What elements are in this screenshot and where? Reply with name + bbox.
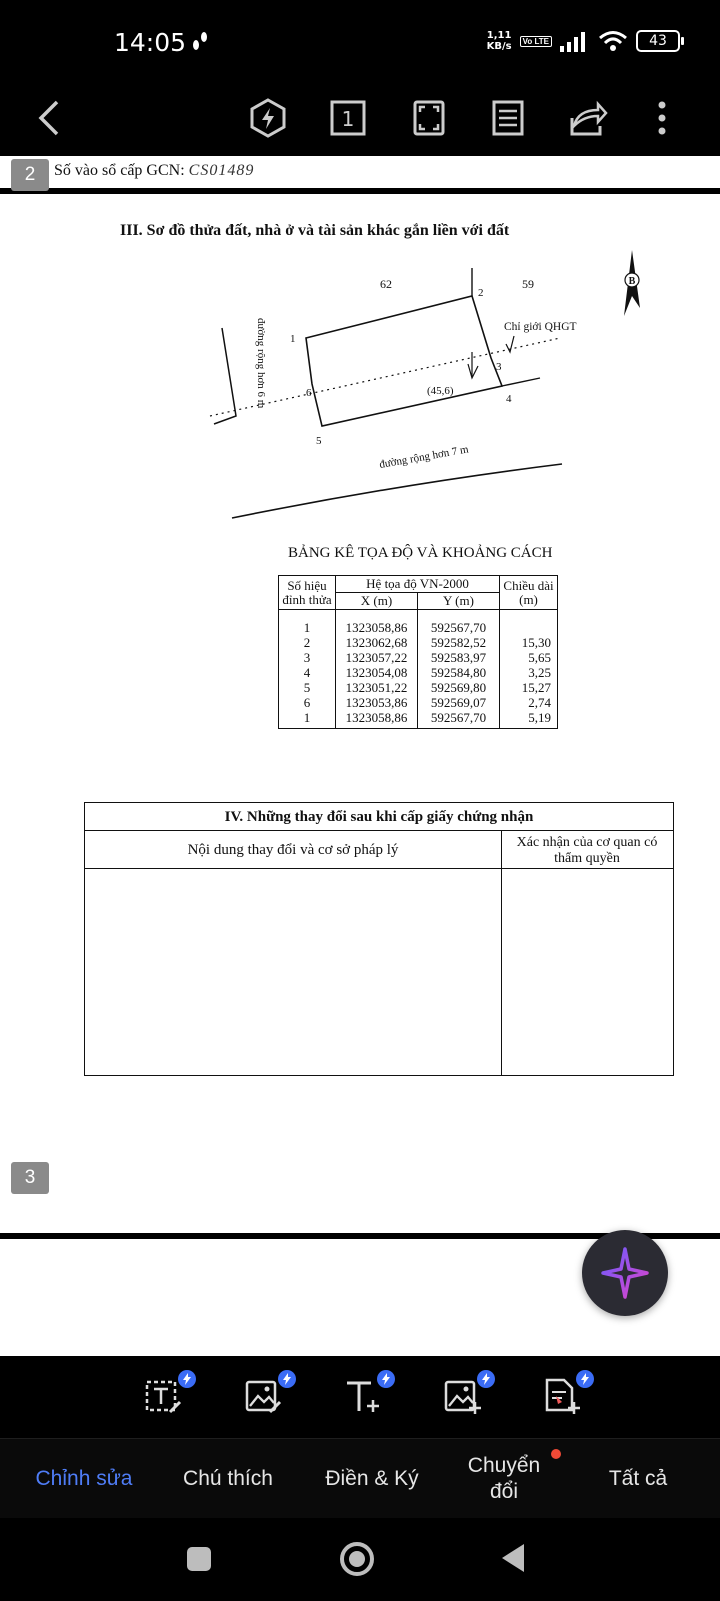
- area-label: (45,6): [427, 385, 454, 397]
- document-viewer[interactable]: [0, 156, 720, 1356]
- vertex-1: 1: [290, 333, 296, 345]
- coord-length: 5,65: [500, 650, 558, 665]
- page-3-badge: 3: [11, 1162, 49, 1194]
- page-2-badge: 2: [11, 159, 49, 191]
- recents-icon[interactable]: [186, 1546, 212, 1572]
- col-content-header: Nội dung thay đổi và cơ sở pháp lý: [187, 842, 399, 858]
- edit-tools-bar: [0, 1356, 720, 1438]
- table-row: [279, 610, 558, 636]
- boundary-label: Chỉ giới QHGT: [504, 321, 577, 333]
- coord-length: 15,30: [500, 635, 558, 650]
- coord-y: 592567,70: [418, 610, 500, 636]
- page-2-end: [0, 156, 720, 194]
- back-nav-icon[interactable]: [500, 1542, 526, 1574]
- ai-assistant-button[interactable]: [582, 1230, 668, 1316]
- changes-title: IV. Những thay đổi sau khi cấp giấy chứng nhận: [85, 803, 673, 831]
- coord-length: 3,25: [500, 665, 558, 680]
- coordinate-table: [278, 575, 558, 729]
- coord-y: 592567,70: [418, 710, 500, 729]
- vertex-5: 5: [316, 435, 322, 447]
- north-arrow-icon: [624, 250, 640, 316]
- coord-point: 6: [279, 695, 336, 710]
- table-row: [279, 710, 558, 729]
- coord-point: 2: [279, 635, 336, 650]
- edit-text-icon[interactable]: [144, 1376, 188, 1420]
- table-row: [279, 635, 558, 650]
- bolt-icon[interactable]: [246, 96, 290, 140]
- header-point: Số hiệu đỉnh thửa: [279, 576, 336, 610]
- vertex-6: 6: [306, 387, 312, 399]
- coord-y: 592583,97: [418, 650, 500, 665]
- tab-all[interactable]: Tất cả: [608, 1467, 668, 1490]
- vertex-2: 2: [478, 287, 484, 299]
- gcn-number-line: Số vào sổ cấp GCN: CS01489: [54, 162, 255, 179]
- coord-x: 1323054,08: [336, 665, 418, 680]
- coord-y: 592569,07: [418, 695, 500, 710]
- gcn-number: CS01489: [188, 162, 255, 179]
- system-nav-bar: [0, 1518, 720, 1601]
- bottom-road-line: [232, 464, 562, 518]
- ai-sparkle-icon: [601, 1247, 649, 1299]
- fullscreen-icon[interactable]: [407, 96, 451, 140]
- share-icon[interactable]: [566, 96, 610, 140]
- volte-icon: Vo LTE: [520, 36, 552, 47]
- header-length: Chiều dài (m): [500, 576, 558, 610]
- coord-length: [500, 610, 558, 636]
- column-divider: [501, 831, 502, 1075]
- mode-tab-bar: [0, 1438, 720, 1518]
- reader-icon[interactable]: [486, 96, 530, 140]
- coord-x: 1323058,86: [336, 710, 418, 729]
- net-speed: 1,11 KB/s: [486, 30, 512, 52]
- col-confirm-header: Xác nhận của cơ quan có thẩm quyền: [516, 835, 658, 866]
- coord-x: 1323057,22: [336, 650, 418, 665]
- section-3-title: III. Sơ đồ thửa đất, nhà ở và tài sản khác gắn liền với đất: [120, 222, 510, 239]
- coord-length: 15,27: [500, 680, 558, 695]
- table-row: [279, 650, 558, 665]
- coord-point: 4: [279, 665, 336, 680]
- pdf-sign-icon[interactable]: [542, 1376, 586, 1420]
- coord-x: 1323053,86: [336, 695, 418, 710]
- coord-table-title: BẢNG KÊ TỌA ĐỘ VÀ KHOẢNG CÁCH: [288, 545, 553, 561]
- coord-length: 2,74: [500, 695, 558, 710]
- coord-x: 1323062,68: [336, 635, 418, 650]
- arrow-area: [468, 352, 478, 378]
- coord-length: 5,19: [500, 710, 558, 729]
- coord-x: 1323051,22: [336, 680, 418, 695]
- parcel-left-number: 62: [380, 277, 392, 291]
- coord-point: 1: [279, 710, 336, 729]
- battery-icon: 43: [636, 30, 680, 52]
- road-left-label: đường rộng hơn 6 m: [255, 318, 267, 409]
- svg-text:1: 1: [341, 107, 355, 131]
- add-image-icon[interactable]: [443, 1376, 487, 1420]
- coord-y: 592569,80: [418, 680, 500, 695]
- tab-convert[interactable]: Chuyển đổi: [467, 1454, 541, 1503]
- road-bottom-label: đường rộng hơn 7 m: [378, 443, 470, 471]
- page-number-icon[interactable]: [326, 96, 370, 140]
- tab-edit[interactable]: Chỉnh sửa: [35, 1467, 133, 1490]
- left-road-edge: [214, 328, 236, 424]
- vertex-4: 4: [506, 393, 512, 405]
- tab-fill-sign[interactable]: Điền & Ký: [325, 1467, 419, 1490]
- wifi-icon: [598, 30, 628, 52]
- header-x: X (m): [336, 593, 418, 610]
- table-row: [279, 695, 558, 710]
- status-bar: [0, 0, 720, 86]
- coord-y: 592584,80: [418, 665, 500, 680]
- coord-point: 3: [279, 650, 336, 665]
- home-icon[interactable]: [338, 1540, 376, 1578]
- back-icon[interactable]: [26, 96, 70, 140]
- status-time: 14:05: [114, 28, 187, 57]
- arrow-qhgt: [506, 336, 514, 352]
- table-row: [279, 665, 558, 680]
- svg-text:B: B: [628, 276, 636, 287]
- header-y: Y (m): [418, 593, 500, 610]
- notification-icon: [190, 30, 210, 58]
- changes-section: [84, 802, 674, 1076]
- tab-annotate[interactable]: Chú thích: [183, 1467, 273, 1490]
- signal-icon: [560, 30, 590, 52]
- land-plot-diagram: [0, 246, 720, 536]
- add-text-icon[interactable]: [343, 1376, 387, 1420]
- coord-point: 1: [279, 610, 336, 636]
- header-system: Hệ tọa độ VN-2000: [336, 576, 500, 593]
- parcel-right-number: 59: [522, 277, 534, 291]
- vertex-3: 3: [496, 361, 502, 373]
- coord-x: 1323058,86: [336, 610, 418, 636]
- viewer-toolbar: [0, 86, 720, 156]
- coord-y: 592582,52: [418, 635, 500, 650]
- edit-image-icon[interactable]: [244, 1376, 288, 1420]
- convert-notification-dot: [551, 1449, 561, 1459]
- coord-point: 5: [279, 680, 336, 695]
- more-icon[interactable]: [650, 96, 674, 140]
- table-row: [279, 680, 558, 695]
